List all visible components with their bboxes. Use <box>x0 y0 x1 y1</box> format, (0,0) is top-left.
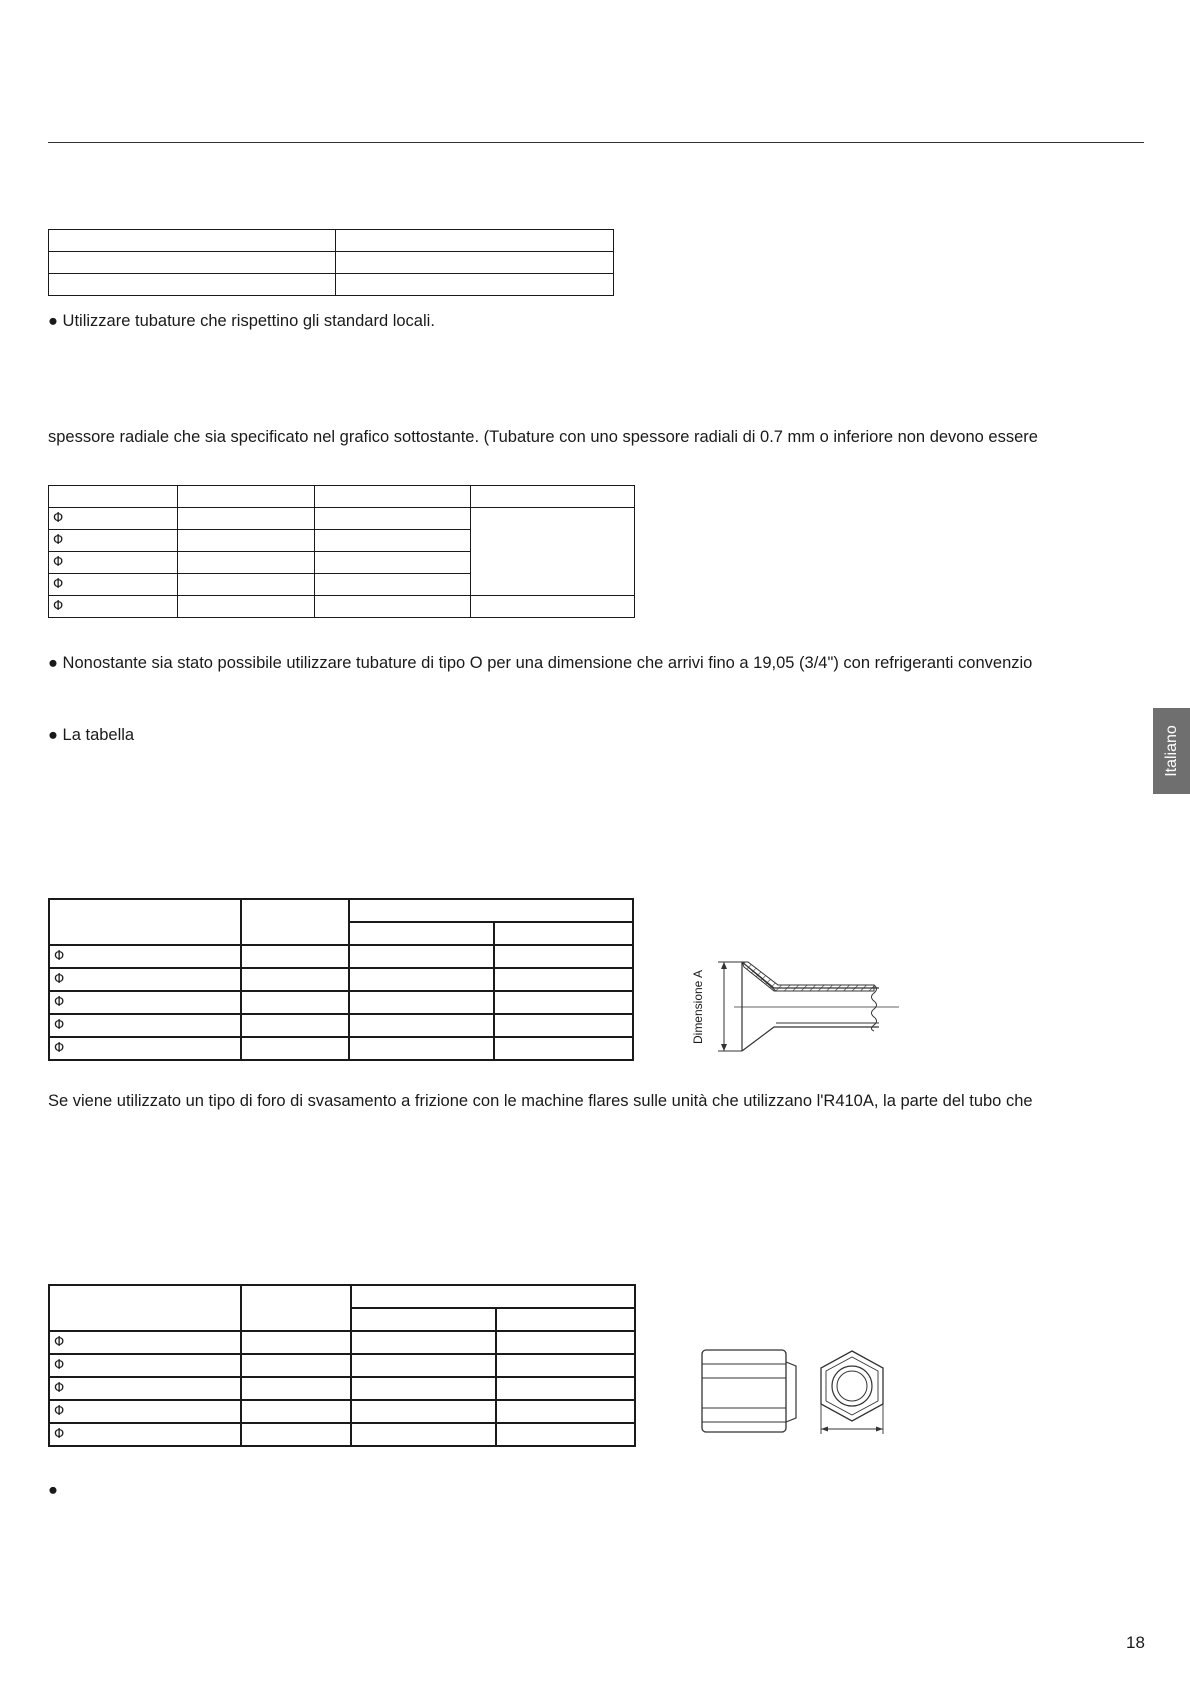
table-cell <box>49 1014 241 1037</box>
table-cell <box>349 968 494 991</box>
table-cell <box>315 530 471 552</box>
table-row <box>49 274 614 296</box>
table-cell <box>178 574 315 596</box>
table-cell <box>241 899 349 945</box>
table-header-row <box>49 486 635 508</box>
table-cell <box>349 1037 494 1060</box>
table-cell <box>241 1037 349 1060</box>
table-cell <box>178 596 315 618</box>
table-cell <box>49 552 178 574</box>
table-cell <box>49 991 241 1014</box>
table-cell-merged <box>471 508 635 596</box>
phi-symbol: Φ <box>54 1381 65 1396</box>
table-header-row <box>49 899 633 922</box>
table-cell <box>49 1331 241 1354</box>
table-cell <box>315 508 471 530</box>
table-cell <box>49 1423 241 1446</box>
table-row <box>49 1037 633 1060</box>
table-cell <box>49 968 241 991</box>
table-cell <box>178 486 315 508</box>
table-cell <box>49 945 241 968</box>
table-cell <box>496 1331 635 1354</box>
table-row <box>49 596 635 618</box>
table-note-text: ● La tabella <box>48 726 135 744</box>
phi-symbol: Φ <box>53 555 64 570</box>
table-cell <box>178 552 315 574</box>
phi-symbol: Φ <box>54 1335 65 1350</box>
table-row <box>49 508 635 530</box>
table-cell <box>241 1331 351 1354</box>
phi-symbol: Φ <box>54 1358 65 1373</box>
table-cell <box>496 1400 635 1423</box>
table-cell <box>49 530 178 552</box>
table-cell <box>241 945 349 968</box>
table-cell <box>49 899 241 945</box>
table-cell <box>351 1377 496 1400</box>
table-cell <box>49 1037 241 1060</box>
table-row <box>49 252 614 274</box>
table-cell <box>49 274 336 296</box>
phi-symbol: Φ <box>53 599 64 614</box>
table-row <box>49 1400 635 1423</box>
flare-dimension-diagram <box>684 955 904 1055</box>
table-cell <box>496 1354 635 1377</box>
table-row <box>49 1377 635 1400</box>
table-header-row <box>49 1285 635 1308</box>
table-cell <box>241 1285 351 1331</box>
last-bullet: ● <box>48 1481 58 1499</box>
flare-note-text: Se viene utilizzato un tipo di foro di svasamento a frizione con le machine flares sulle unità che utilizzano l'R410A, la parte del tubo che <box>48 1092 1033 1110</box>
flare-dimension-label: Dimensione A <box>691 969 705 1045</box>
table-cell <box>351 1331 496 1354</box>
table-cell <box>471 596 635 618</box>
table-cell <box>351 1285 635 1308</box>
table-cell <box>315 552 471 574</box>
table-row <box>49 991 633 1014</box>
table-cell <box>49 252 336 274</box>
table-nut-dimensions <box>48 1284 636 1447</box>
table-cell <box>351 1423 496 1446</box>
phi-symbol: Φ <box>53 533 64 548</box>
table-cell <box>349 922 494 945</box>
table-cell <box>49 230 336 252</box>
table-cell <box>241 1377 351 1400</box>
table-cell <box>49 486 178 508</box>
table-cell <box>49 596 178 618</box>
table-cell <box>315 486 471 508</box>
language-side-tab <box>1153 708 1190 794</box>
table-cell <box>49 508 178 530</box>
table-row <box>49 1331 635 1354</box>
table-row <box>49 968 633 991</box>
local-standards-text: ● Utilizzare tubature che rispettino gli standard locali. <box>48 312 435 330</box>
flare-nut-diagram <box>700 1340 905 1435</box>
table-cell <box>494 968 633 991</box>
table-row <box>49 945 633 968</box>
radial-thickness-text: spessore radiale che sia specificato nel grafico sottostante. (Tubature con uno spessore radiali di 0.7 mm o inferiore non devono essere <box>48 428 1038 446</box>
table-row <box>49 1014 633 1037</box>
table-cell <box>49 574 178 596</box>
table-cell <box>315 574 471 596</box>
phi-symbol: Φ <box>54 1018 65 1033</box>
phi-symbol: Φ <box>53 511 64 526</box>
phi-symbol: Φ <box>53 577 64 592</box>
table-pipe-thickness <box>48 485 635 618</box>
table-cell <box>494 991 633 1014</box>
table-cell <box>349 991 494 1014</box>
page-number: 18 <box>1126 1633 1145 1652</box>
table-cell <box>241 1354 351 1377</box>
table-cell <box>336 252 614 274</box>
table-cell <box>494 1014 633 1037</box>
table-cell <box>494 945 633 968</box>
table-cell <box>494 1037 633 1060</box>
table-cell <box>351 1354 496 1377</box>
table-cell <box>315 596 471 618</box>
table-cell <box>496 1308 635 1331</box>
table-cell <box>241 968 349 991</box>
table-cell <box>241 991 349 1014</box>
table-row <box>49 1354 635 1377</box>
o-type-note-text: ● Nonostante sia stato possibile utilizzare tubature di tipo O per una dimensione che arrivi fino a 19,05 (3/4") con refrigeranti convenzio <box>48 654 1033 672</box>
phi-symbol: Φ <box>54 972 65 987</box>
header-rule <box>48 142 1144 143</box>
table-cell <box>241 1423 351 1446</box>
table-cell <box>349 1014 494 1037</box>
table-cell <box>351 1308 496 1331</box>
table-cell <box>49 1354 241 1377</box>
table-cell <box>494 922 633 945</box>
table-cell <box>496 1423 635 1446</box>
table-cell <box>349 899 633 922</box>
phi-symbol: Φ <box>54 1041 65 1056</box>
table-cell <box>178 530 315 552</box>
table-cell <box>49 1377 241 1400</box>
table-row <box>49 230 614 252</box>
phi-symbol: Φ <box>54 949 65 964</box>
side-tab-label: Italiano <box>1162 725 1180 777</box>
table-cell <box>336 274 614 296</box>
table-cell <box>49 1400 241 1423</box>
table-local-standards <box>48 229 614 296</box>
table-flare-dimensions <box>48 898 634 1061</box>
table-cell <box>349 945 494 968</box>
phi-symbol: Φ <box>54 1427 65 1442</box>
table-cell <box>471 486 635 508</box>
table-row <box>49 1423 635 1446</box>
table-cell <box>241 1400 351 1423</box>
table-cell <box>336 230 614 252</box>
table-cell <box>496 1377 635 1400</box>
table-cell <box>241 1014 349 1037</box>
table-cell <box>351 1400 496 1423</box>
table-cell <box>178 508 315 530</box>
phi-symbol: Φ <box>54 1404 65 1419</box>
table-cell <box>49 1285 241 1331</box>
phi-symbol: Φ <box>54 995 65 1010</box>
